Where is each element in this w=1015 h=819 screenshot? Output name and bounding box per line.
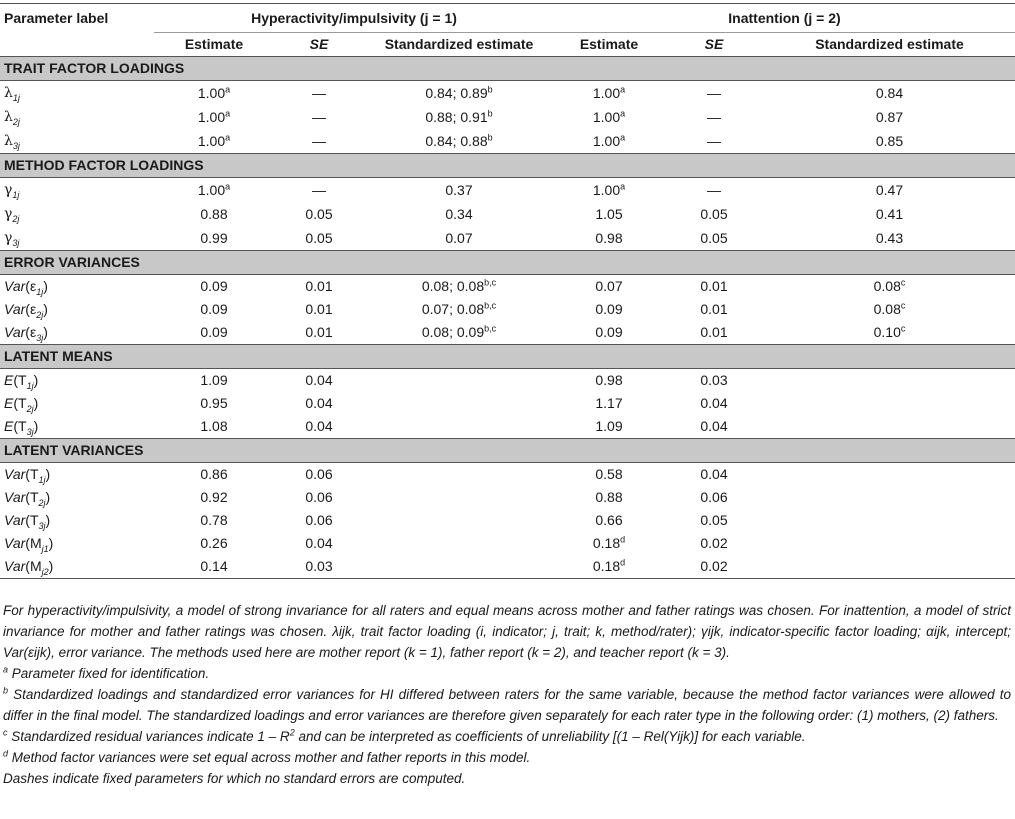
hi-estimate: 1.09 <box>200 372 228 388</box>
in-estimate: 0.18$^d$ <box>592 534 626 551</box>
hi-estimate: 1.00$^a$ <box>197 83 231 101</box>
section-error <box>0 251 1015 275</box>
hi-std-estimate <box>364 369 554 393</box>
section-means <box>0 345 1015 369</box>
hi-std-estimate: 0.08; 0.09$^{b,c}$ <box>421 323 497 340</box>
col-hi-std: Standardized estimate <box>384 36 534 52</box>
param-label: $Var(T_{3j})$ <box>4 512 51 531</box>
section-method <box>0 154 1015 178</box>
note-c: $^c$ Standardized residual variances indicate $1 - R^2$ and can be interpreted as coefficients of unreliability [(1 – Rel(Yijk)] for each variable. <box>3 727 806 744</box>
hi-estimate: 1.00$^a$ <box>197 131 231 149</box>
param-label: $Var(M_{j1})$ <box>4 535 54 554</box>
note-d: $^d$ Method factor variances were set equal across mother and father reports in this model. <box>3 748 531 765</box>
section-label: LATENT VARIANCES <box>0 439 1015 463</box>
in-se: 0.04 <box>700 466 728 482</box>
hi-std-estimate: 0.88; 0.91$^b$ <box>425 107 493 125</box>
note-a: $^a$ Parameter fixed for identification. <box>3 664 210 681</box>
table-row <box>0 321 1015 345</box>
param-label: $\gamma_{3j}$ <box>4 230 20 248</box>
in-se: 0.05 <box>700 229 728 246</box>
parameter-table <box>0 3 1015 579</box>
hi-se: 0.04 <box>305 418 333 434</box>
hi-std-estimate: 0.08; 0.08$^{b,c}$ <box>421 277 497 294</box>
col-in-std: Standardized estimate <box>815 36 964 52</box>
param-label: $Var(\varepsilon_{3j})$ <box>4 324 48 343</box>
table-row <box>0 509 1015 532</box>
in-std-estimate <box>764 555 1015 579</box>
in-std-estimate: 0.08$^c$ <box>873 277 906 294</box>
hi-estimate: 0.78 <box>200 512 228 528</box>
hi-std-estimate: 0.37 <box>445 181 473 198</box>
table-row <box>0 392 1015 415</box>
hi-se: 0.05 <box>305 229 333 246</box>
in-estimate: 0.98 <box>595 229 623 246</box>
note-dashes: Dashes indicate fixed parameters for which no standard errors are computed. <box>3 771 466 786</box>
in-se: 0.02 <box>664 555 764 579</box>
in-estimate: 1.09 <box>595 418 623 434</box>
in-se: 0.05 <box>700 205 728 222</box>
hi-estimate: 0.95 <box>200 395 228 411</box>
in-std-estimate <box>764 532 1015 555</box>
hi-estimate: 0.92 <box>200 489 228 505</box>
in-estimate: 0.09 <box>595 301 623 317</box>
table-row <box>0 532 1015 555</box>
col-in-estimate: Estimate <box>579 36 639 52</box>
in-estimate: 0.66 <box>595 512 623 528</box>
table-row <box>0 415 1015 439</box>
section-variances <box>0 439 1015 463</box>
section-label: METHOD FACTOR LOADINGS <box>0 154 1015 178</box>
in-estimate: 0.07 <box>595 278 623 294</box>
hi-std-estimate <box>364 555 554 579</box>
in-se: — <box>707 132 721 149</box>
hi-std-estimate: 0.07 <box>445 229 473 246</box>
hi-estimate: 0.14 <box>154 555 274 579</box>
section-label: ERROR VARIANCES <box>0 251 1015 275</box>
in-std-estimate <box>764 369 1015 393</box>
header-row-groups <box>0 4 1015 34</box>
hi-std-estimate: 0.34 <box>445 205 473 222</box>
param-label: $E(T_{3j})$ <box>4 418 39 437</box>
param-label: $Var(T_{1j})$ <box>4 466 51 485</box>
in-se: 0.01 <box>700 324 728 340</box>
in-std-estimate: 0.47 <box>875 181 904 198</box>
hi-estimate: 0.09 <box>200 278 228 294</box>
in-se: 0.01 <box>700 301 728 317</box>
hi-se: 0.03 <box>274 555 364 579</box>
group-header-hi <box>154 4 554 34</box>
section-trait <box>0 57 1015 81</box>
param-label: $E(T_{1j})$ <box>4 372 39 391</box>
hi-se: — <box>312 108 326 125</box>
table-row <box>0 226 1015 251</box>
in-se: 0.06 <box>700 489 728 505</box>
hi-estimate: 0.88 <box>200 205 228 222</box>
in-estimate: 0.18$^d$ <box>554 555 664 579</box>
in-std-estimate <box>764 392 1015 415</box>
hi-std-estimate <box>364 486 554 509</box>
table-row <box>0 178 1015 203</box>
hi-se: — <box>312 181 326 198</box>
param-label: $Var(T_{2j})$ <box>4 489 51 508</box>
hi-std-estimate <box>364 415 554 439</box>
col-hi-estimate: Estimate <box>184 36 244 52</box>
in-se: 0.05 <box>700 512 728 528</box>
in-estimate: 0.98 <box>595 372 623 388</box>
section-label: TRAIT FACTOR LOADINGS <box>0 57 1015 81</box>
table-row <box>0 275 1015 299</box>
param-label: $Var(M_{j2})$ <box>0 555 154 579</box>
in-estimate: 1.00$^a$ <box>592 131 626 149</box>
param-label-header: Parameter label <box>0 4 154 34</box>
col-hi-se: SE <box>309 36 329 52</box>
hi-se: 0.06 <box>305 512 333 528</box>
hi-estimate: 0.09 <box>200 301 228 317</box>
hi-std-estimate <box>364 392 554 415</box>
hi-std-estimate: 0.84; 0.89$^b$ <box>425 83 493 101</box>
param-label: $\lambda_{3j}$ <box>4 133 20 151</box>
hi-se: 0.04 <box>305 372 333 388</box>
in-se: 0.02 <box>700 535 728 551</box>
param-label: $Var(\varepsilon_{2j})$ <box>4 301 48 320</box>
in-std-estimate: 0.10$^c$ <box>873 323 906 340</box>
param-label: $\lambda_{1j}$ <box>4 85 20 103</box>
in-std-estimate <box>764 463 1015 487</box>
in-std-estimate: 0.84 <box>875 84 904 101</box>
group-hi-title: Hyperactivity/impulsivity (j = 1) <box>154 4 554 33</box>
param-label: $E(T_{2j})$ <box>4 395 39 414</box>
in-std-estimate <box>764 486 1015 509</box>
in-estimate: 1.05 <box>595 205 623 222</box>
in-estimate: 0.88 <box>595 489 623 505</box>
hi-se: 0.01 <box>305 301 333 317</box>
table-row <box>0 555 1015 579</box>
hi-std-estimate <box>364 509 554 532</box>
in-std-estimate: 0.43 <box>875 229 904 246</box>
hi-se: 0.06 <box>305 466 333 482</box>
hi-std-estimate: 0.07; 0.08$^{b,c}$ <box>421 300 497 317</box>
hi-se: 0.01 <box>305 278 333 294</box>
in-se: — <box>707 108 721 125</box>
hi-estimate: 1.00$^a$ <box>197 180 231 198</box>
table-row <box>0 202 1015 226</box>
hi-std-estimate: 0.84; 0.88$^b$ <box>425 131 493 149</box>
table-row <box>0 369 1015 393</box>
section-label: LATENT MEANS <box>0 345 1015 369</box>
in-estimate: 1.17 <box>595 395 623 411</box>
note-main: For hyperactivity/impulsivity, a model of strong invariance for all raters and equal means across mother and father ratings was chosen. For inattention, a model of strict invariance for mother and father ratings was chosen. λijk, trait factor loading (i, indicator; j, trait; k, method/rater); γijk, indicator-specific factor loading; αijk, intercept; Var(εijk), error variance. The methods used here are mother report (k = 1), father report (k = 2), and teacher report (k = 3). <box>3 603 1011 660</box>
hi-estimate: 1.00$^a$ <box>197 107 231 125</box>
in-std-estimate: 0.08$^c$ <box>873 300 906 317</box>
table-row <box>0 81 1015 106</box>
param-label: $Var(\varepsilon_{1j})$ <box>4 278 48 297</box>
in-se: — <box>707 181 721 198</box>
table-row <box>0 486 1015 509</box>
table-row <box>0 463 1015 487</box>
table-row <box>0 298 1015 321</box>
in-se: 0.04 <box>700 418 728 434</box>
in-se: 0.01 <box>700 278 728 294</box>
in-se: 0.04 <box>700 395 728 411</box>
hi-estimate: 0.26 <box>200 535 228 551</box>
param-label: $\lambda_{2j}$ <box>4 109 20 127</box>
hi-estimate: 0.99 <box>200 229 228 246</box>
in-estimate: 0.58 <box>595 466 623 482</box>
hi-se: 0.01 <box>305 324 333 340</box>
in-std-estimate: 0.41 <box>875 205 904 222</box>
in-estimate: 0.09 <box>595 324 623 340</box>
group-header-in <box>554 4 1015 34</box>
group-in-title: Inattention (j = 2) <box>554 4 1015 33</box>
hi-estimate: 0.86 <box>200 466 228 482</box>
table-notes <box>3 600 1011 789</box>
in-std-estimate <box>764 509 1015 532</box>
hi-se: 0.05 <box>305 205 333 222</box>
in-estimate: 1.00$^a$ <box>592 83 626 101</box>
in-std-estimate: 0.85 <box>875 132 904 149</box>
in-estimate: 1.00$^a$ <box>592 180 626 198</box>
hi-std-estimate <box>364 532 554 555</box>
in-estimate: 1.00$^a$ <box>592 107 626 125</box>
in-se: — <box>707 84 721 101</box>
in-std-estimate: 0.87 <box>875 108 904 125</box>
hi-estimate: 1.08 <box>200 418 228 434</box>
header-row-columns <box>0 33 1015 57</box>
hi-se: 0.06 <box>305 489 333 505</box>
in-std-estimate <box>764 415 1015 439</box>
hi-se: — <box>312 84 326 101</box>
param-label: $\gamma_{2j}$ <box>4 206 20 224</box>
col-in-se: SE <box>704 36 724 52</box>
hi-se: 0.04 <box>305 395 333 411</box>
table-row <box>0 129 1015 154</box>
note-b: $^b$ Standardized loadings and standardized error variances for HI differed between raters for the same variable, because the method factor variances were allowed to differ in the final model. The standardized loadings and error variances are therefore given separately for each rater type in the following order: (1) mothers, (2) fathers. <box>3 685 1011 723</box>
in-se: 0.03 <box>700 372 728 388</box>
table-row <box>0 105 1015 129</box>
hi-se: 0.04 <box>305 535 333 551</box>
hi-std-estimate <box>364 463 554 487</box>
hi-se: — <box>312 132 326 149</box>
hi-estimate: 0.09 <box>200 324 228 340</box>
param-label: $\gamma_{1j}$ <box>4 182 20 200</box>
